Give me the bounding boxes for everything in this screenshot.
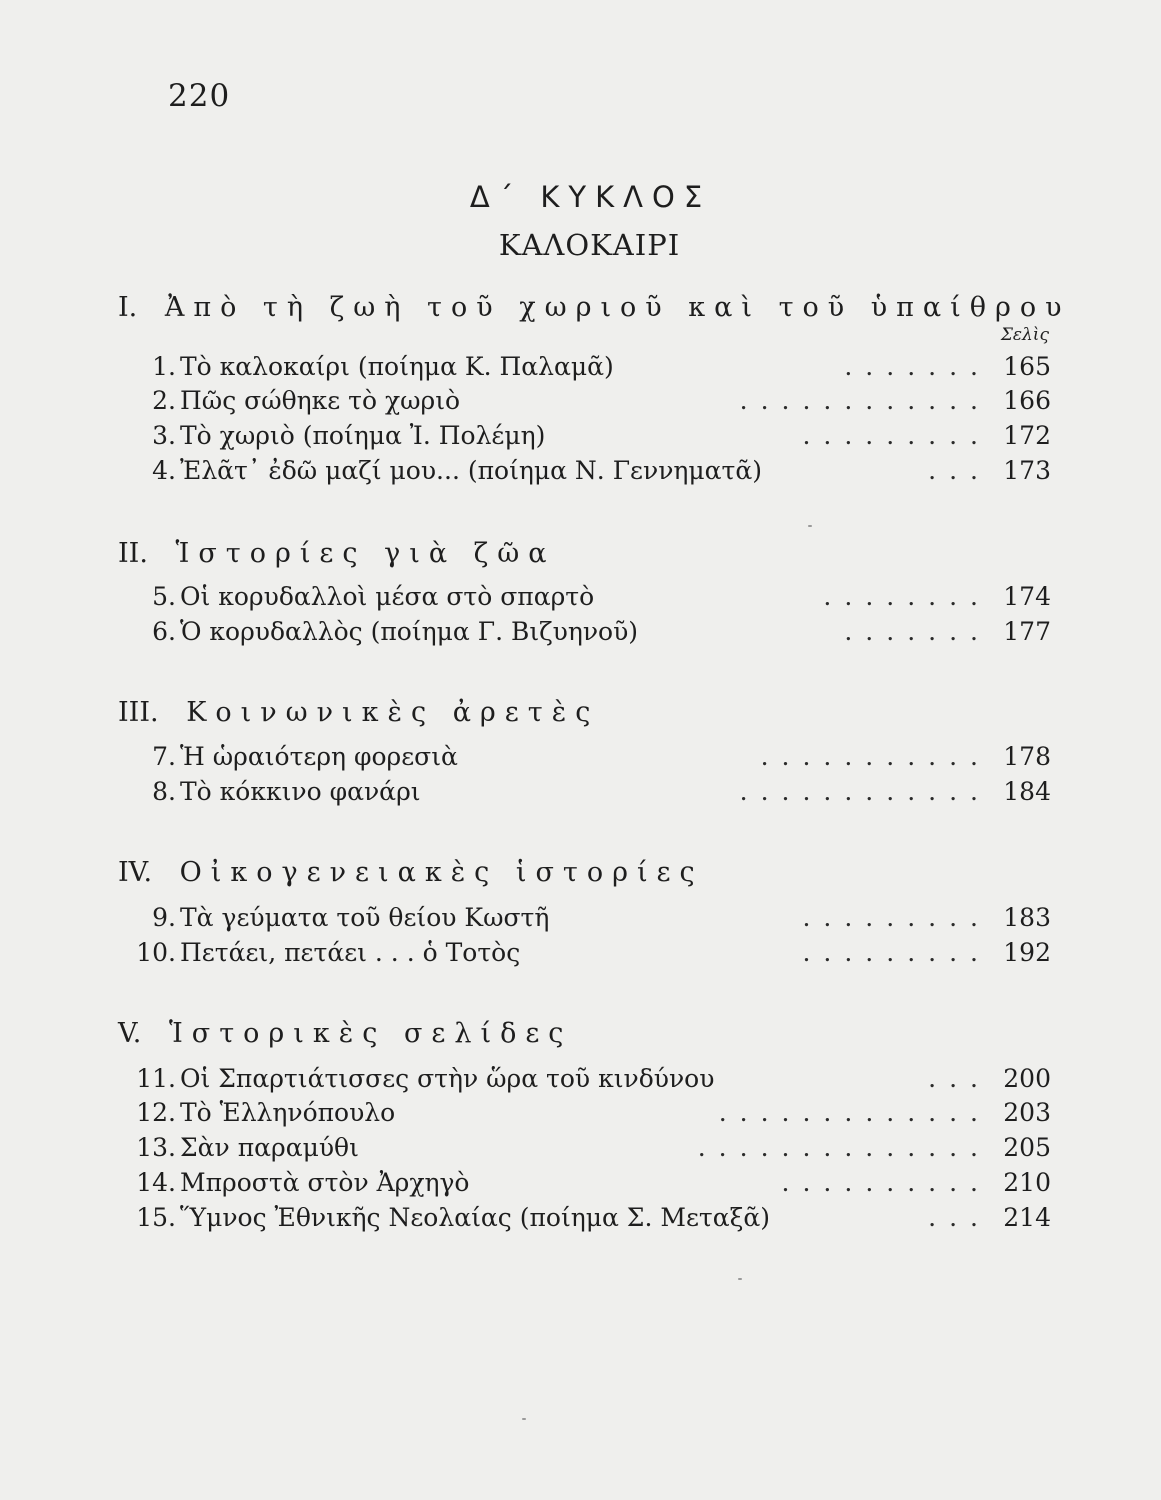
dot-leader: ....... xyxy=(844,352,991,381)
toc-entry xyxy=(0,1098,1161,1132)
entry-title: Τὸ καλοκαίρι (ποίημα Κ. Παλαμᾶ) xyxy=(180,352,614,381)
entry-number: 13. xyxy=(136,1133,176,1162)
entry-number: 11. xyxy=(136,1064,176,1093)
entry-title: Σὰν παραμύθι xyxy=(180,1133,359,1162)
dot-leader: ......... xyxy=(802,903,991,932)
entry-page: 200 xyxy=(1003,1064,1051,1093)
entry-title: Ὕμνος Ἐθνικῆς Νεολαίας (ποίημα Σ. Μεταξᾶ) xyxy=(180,1203,771,1232)
dot-leader: ............ xyxy=(739,386,991,415)
entry-number: 6. xyxy=(152,617,176,646)
dot-leader: ............ xyxy=(739,777,991,806)
entry-page: 166 xyxy=(1003,386,1051,415)
toc-entry xyxy=(0,352,1161,386)
entry-title: Ἐλᾶτ᾿ ἐδῶ μαζί μου... (ποίημα Ν. Γεννηματᾶ) xyxy=(180,456,762,485)
toc-entry xyxy=(0,456,1161,490)
dot-leader: ........... xyxy=(760,742,991,771)
toc-entry xyxy=(0,386,1161,420)
toc-entry xyxy=(0,1203,1161,1237)
entry-title: Τὸ χωριὸ (ποίημα Ἰ. Πολέμη) xyxy=(180,421,546,450)
toc-entry xyxy=(0,1133,1161,1167)
entry-number: 2. xyxy=(152,386,176,415)
section-title: Ἱστορίες γιὰ ζῶα xyxy=(175,538,556,569)
section-title: Ἀπὸ τὴ ζωὴ τοῦ χωριοῦ καὶ τοῦ ὑπαίθρου xyxy=(164,292,1071,323)
dot-leader: .............. xyxy=(697,1133,991,1162)
entry-number: 14. xyxy=(136,1168,176,1197)
dot-leader: ........ xyxy=(823,582,991,611)
entry-title: Πῶς σώθηκε τὸ χωριὸ xyxy=(180,386,461,415)
entry-number: 4. xyxy=(152,456,176,485)
section-roman-numeral: II. xyxy=(118,538,148,569)
scan-speck xyxy=(738,1278,742,1280)
entry-number: 5. xyxy=(152,582,176,611)
toc-entry xyxy=(0,582,1161,616)
entry-number: 10. xyxy=(136,938,176,967)
toc-entry xyxy=(0,421,1161,455)
entry-title: Πετάει, πετάει . . . ὁ Τοτὸς xyxy=(180,938,521,967)
dot-leader: ............. xyxy=(718,1098,991,1127)
entry-page: 172 xyxy=(1003,421,1051,450)
toc-entry xyxy=(0,1168,1161,1202)
scan-speck xyxy=(522,1418,526,1420)
section-title: Ἱστορικὲς σελίδες xyxy=(168,1018,573,1049)
entry-title: Τὸ κόκκινο φανάρι xyxy=(180,777,421,806)
dot-leader: .......... xyxy=(781,1168,991,1197)
entry-number: 7. xyxy=(152,742,176,771)
entry-number: 1. xyxy=(152,352,176,381)
section-roman-numeral: IV. xyxy=(118,857,153,888)
cycle-subtitle: ΚΑΛΟΚΑΙΡΙ xyxy=(498,228,681,262)
entry-page: 174 xyxy=(1003,582,1051,611)
dot-leader: ....... xyxy=(844,617,991,646)
entry-page: 203 xyxy=(1003,1098,1051,1127)
section-title: Κοινωνικὲς ἀρετὲς xyxy=(186,697,600,728)
dot-leader: ... xyxy=(928,1064,991,1093)
section-heading-3 xyxy=(118,697,599,728)
entry-page: 210 xyxy=(1003,1168,1051,1197)
section-heading-2 xyxy=(118,538,556,569)
entry-title: Οἱ κορυδαλλοὶ μέσα στὸ σπαρτὸ xyxy=(180,582,595,611)
dot-leader: ... xyxy=(928,456,991,485)
page-column-label: Σελὶς xyxy=(1000,325,1049,345)
section-roman-numeral: I. xyxy=(118,292,138,323)
toc-entry xyxy=(0,1064,1161,1098)
section-roman-numeral: III. xyxy=(118,697,159,728)
section-title: Οἰκογενειακὲς ἱστορίες xyxy=(179,857,704,888)
dot-leader: ... xyxy=(928,1203,991,1232)
toc-entry xyxy=(0,617,1161,651)
toc-entry xyxy=(0,777,1161,811)
entry-number: 3. xyxy=(152,421,176,450)
entry-title: Ὁ κορυδαλλὸς (ποίημα Γ. Βιζυηνοῦ) xyxy=(180,617,639,646)
entry-page: 165 xyxy=(1003,352,1051,381)
entry-page: 214 xyxy=(1003,1203,1051,1232)
entry-page: 177 xyxy=(1003,617,1051,646)
toc-entry xyxy=(0,938,1161,972)
entry-title: Τὸ Ἑλληνόπουλο xyxy=(180,1098,396,1127)
entry-number: 12. xyxy=(136,1098,176,1127)
entry-number: 15. xyxy=(136,1203,176,1232)
entry-page: 192 xyxy=(1003,938,1051,967)
entry-title: Τὰ γεύματα τοῦ θείου Κωστῆ xyxy=(180,903,550,932)
section-roman-numeral: V. xyxy=(118,1018,142,1049)
entry-page: 173 xyxy=(1003,456,1051,485)
page-number: 220 xyxy=(168,78,231,114)
entry-page: 184 xyxy=(1003,777,1051,806)
dot-leader: ......... xyxy=(802,421,991,450)
section-heading-5 xyxy=(118,1018,572,1049)
entry-page: 183 xyxy=(1003,903,1051,932)
toc-entry xyxy=(0,742,1161,776)
entry-title: Οἱ Σπαρτιάτισσες στὴν ὥρα τοῦ κινδύνου xyxy=(180,1064,715,1093)
section-heading-4 xyxy=(118,857,704,888)
entry-number: 8. xyxy=(152,777,176,806)
cycle-title: Δ΄ ΚΥΚΛΟΣ xyxy=(469,180,712,214)
section-heading-1 xyxy=(118,292,1071,323)
entry-page: 205 xyxy=(1003,1133,1051,1162)
toc-entry xyxy=(0,903,1161,937)
entry-title: Μπροστὰ στὸν Ἀρχηγὸ xyxy=(180,1168,470,1197)
entry-page: 178 xyxy=(1003,742,1051,771)
dot-leader: ......... xyxy=(802,938,991,967)
scan-speck xyxy=(808,525,812,527)
entry-title: Ἡ ὡραιότερη φορεσιὰ xyxy=(180,742,458,771)
entry-number: 9. xyxy=(152,903,176,932)
